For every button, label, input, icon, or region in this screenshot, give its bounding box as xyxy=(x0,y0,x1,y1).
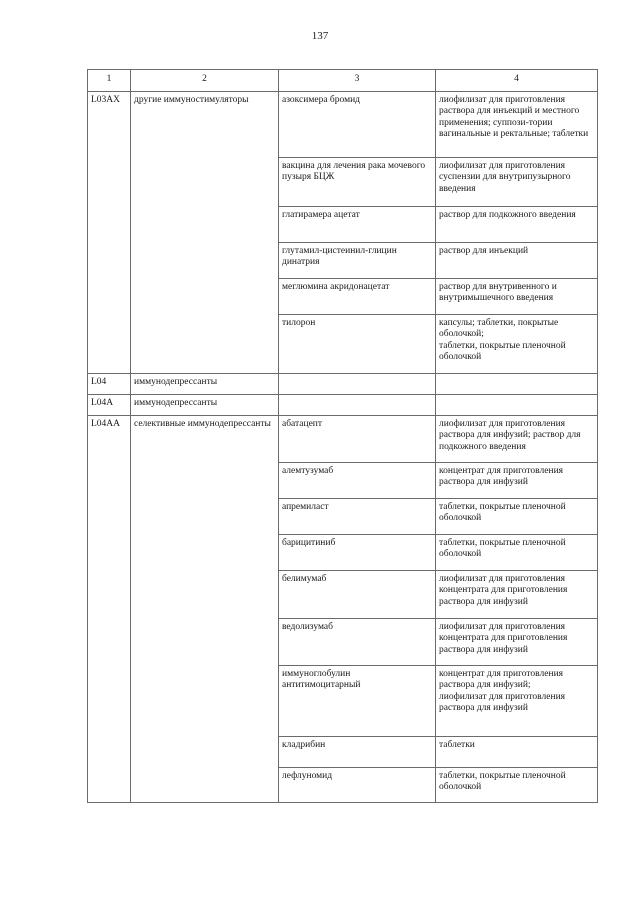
drug-name: кладрибин xyxy=(279,737,436,768)
drug-name: барицитиниб xyxy=(279,535,436,571)
group-name: иммунодепрессанты xyxy=(131,374,279,395)
page-number: 137 xyxy=(311,30,329,42)
empty-cell xyxy=(279,395,436,416)
atc-code: L03AX xyxy=(88,92,131,374)
drug-name: глутамил-цистеинил-глицин динатрия xyxy=(279,243,436,279)
dosage-form: концентрат для приготовления раствора для инфузий xyxy=(436,463,598,499)
drug-name: вакцина для лечения рака мочевого пузыря БЦЖ xyxy=(279,158,436,207)
drug-name: глатирамера ацетат xyxy=(279,207,436,243)
table-header-row xyxy=(88,70,598,92)
empty-cell xyxy=(436,395,598,416)
drug-name: лефлуномид xyxy=(279,768,436,803)
table-row xyxy=(88,374,598,395)
dosage-form: таблетки, покрытые пленочной оболочкой xyxy=(436,499,598,535)
drug-name: тилорон xyxy=(279,315,436,374)
drug-name: абатацепт xyxy=(279,416,436,463)
group-name: иммунодепрессанты xyxy=(131,395,279,416)
empty-cell xyxy=(279,374,436,395)
drug-name: апремиласт xyxy=(279,499,436,535)
dosage-form: раствор для внутривенного и внутримышечного введения xyxy=(436,279,598,315)
drug-name: азоксимера бромид xyxy=(279,92,436,158)
column-header-2: 2 xyxy=(131,70,279,92)
drug-name: белимумаб xyxy=(279,571,436,619)
drug-name: меглюмина акридонацетат xyxy=(279,279,436,315)
drug-name: ведолизумаб xyxy=(279,619,436,666)
dosage-form: лиофилизат для приготовления раствора для инъекций и местного применения; суппози-тории вагинальные и ректальные; таблетки xyxy=(436,92,598,158)
table-row xyxy=(88,416,598,463)
dosage-form: раствор для подкожного введения xyxy=(436,207,598,243)
atc-code: L04 xyxy=(88,374,131,395)
dosage-form: лиофилизат для приготовления концентрата для приготовления раствора для инфузий xyxy=(436,571,598,619)
group-name: другие иммуностимуляторы xyxy=(131,92,279,374)
dosage-form: лиофилизат для приготовления раствора для инфузий; раствор для подкожного введения xyxy=(436,416,598,463)
column-header-3: 3 xyxy=(279,70,436,92)
drug-name: алемтузумаб xyxy=(279,463,436,499)
group-name: селективные иммунодепрессанты xyxy=(131,416,279,803)
dosage-form: таблетки, покрытые пленочной оболочкой xyxy=(436,535,598,571)
dosage-form: раствор для инъекций xyxy=(436,243,598,279)
empty-cell xyxy=(436,374,598,395)
table-row xyxy=(88,92,598,158)
table-row xyxy=(88,395,598,416)
atc-code: L04A xyxy=(88,395,131,416)
drug-table xyxy=(87,69,598,803)
dosage-form: концентрат для приготовления раствора для инфузий; лиофилизат для приготовления раствора для инфузий xyxy=(436,666,598,737)
column-header-1: 1 xyxy=(88,70,131,92)
dosage-form: лиофилизат для приготовления суспензии для внутрипузырного введения xyxy=(436,158,598,207)
drug-name: иммуноглобулин антитимоцитарный xyxy=(279,666,436,737)
dosage-form: лиофилизат для приготовления концентрата для приготовления раствора для инфузий xyxy=(436,619,598,666)
dosage-form: капсулы; таблетки, покрытые оболочкой; таблетки, покрытые пленочной оболочкой xyxy=(436,315,598,374)
column-header-4: 4 xyxy=(436,70,598,92)
atc-code: L04AA xyxy=(88,416,131,803)
dosage-form: таблетки, покрытые пленочной оболочкой xyxy=(436,768,598,803)
dosage-form: таблетки xyxy=(436,737,598,768)
